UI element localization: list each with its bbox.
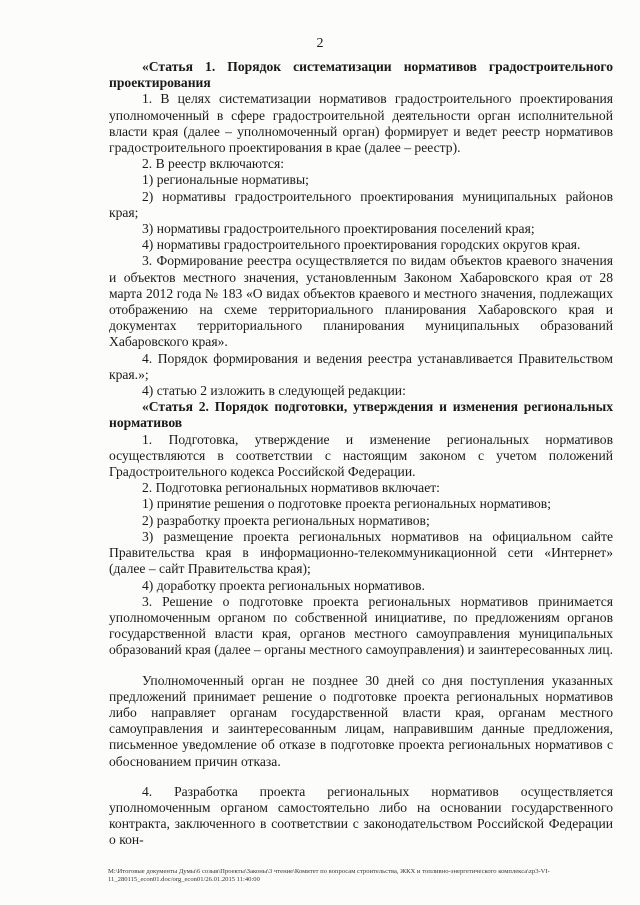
paragraph: 2. Подготовка региональных нормативов включает: bbox=[142, 480, 440, 496]
paragraph: 1) региональные нормативы; bbox=[142, 172, 309, 188]
paragraph: 1. В целях систематизации нормативов градостроительного проектирования уполномоченный в сфере градостроительной деятельности орган исполнительной власти края (далее – уполномоченный орган) формирует и ведет реестр нормативов градостроительного проектирования в крае (далее – реестр). bbox=[109, 91, 613, 156]
file-path-footer: M:\Итоговые документы Думы\6 созыв\Проекты\Законы\3 чтение\Комитет по вопросам строительства, ЖКХ и топливно-энергетического комплекса\zp3-VI-11_280115_econ01.doc/org_econ01/26.01.2015 11:40:00 bbox=[108, 868, 550, 883]
article-heading: «Статья 2. Порядок подготовки, утверждения и изменения региональных нормативов bbox=[109, 399, 613, 431]
paragraph: 4. Разработка проекта региональных нормативов осуществляется уполномоченным органом самостоятельно либо на основании государственного контракта, заключенного в соответствии с законодательством Российской Федерации о кон- bbox=[109, 783, 613, 848]
paragraph: 4) доработку проекта региональных нормативов. bbox=[142, 577, 425, 593]
paragraph: 3) нормативы градостроительного проектирования поселений края; bbox=[142, 221, 535, 237]
paragraph: 2) разработку проекта региональных нормативов; bbox=[142, 512, 430, 528]
document-body bbox=[109, 59, 613, 849]
paragraph: 4) статью 2 изложить в следующей редакции: bbox=[142, 383, 406, 399]
paragraph: 4. Порядок формирования и ведения реестра устанавливается Правительством края.»; bbox=[109, 350, 613, 382]
paragraph: 3) размещение проекта региональных нормативов на официальном сайте Правительства края в информационно-телекоммуникационной сети «Интернет» (далее – сайт Правительства края); bbox=[109, 528, 613, 577]
paragraph-gap bbox=[109, 659, 613, 673]
paragraph: 3. Решение о подготовке проекта региональных нормативов принимается уполномоченным органом по собственной инициативе, по предложениям органов государственной власти края, органов местного самоуправления муниципальных образований края (далее – органы местного самоуправления) и заинтересованных лиц. bbox=[109, 593, 613, 658]
paragraph: 3. Формирование реестра осуществляется по видам объектов краевого значения и объектов местного значения, установленным Законом Хабаровского края от 28 марта 2012 года № 183 «О видах объектов краевого и местного значения, подлежащих отображению на схеме территориального планирования Хабаровского края и документах территориального планирования муниципальных образований Хабаровского края». bbox=[109, 253, 613, 350]
article-heading: «Статья 1. Порядок систематизации нормативов градостроительного проектирования bbox=[109, 59, 613, 91]
paragraph-gap bbox=[109, 770, 613, 784]
page-number: 2 bbox=[316, 36, 324, 51]
paragraph: 1. Подготовка, утверждение и изменение региональных нормативов осуществляются в соответствии с настоящим законом с учетом положений Градостроительного кодекса Российской Федерации. bbox=[109, 431, 613, 480]
paragraph: 1) принятие решения о подготовке проекта региональных нормативов; bbox=[142, 496, 552, 512]
paragraph: 2. В реестр включаются: bbox=[142, 156, 285, 172]
paragraph: 2) нормативы градостроительного проектирования муниципальных районов края; bbox=[109, 188, 613, 220]
paragraph: 4) нормативы градостроительного проектирования городских округов края. bbox=[142, 237, 581, 253]
paragraph: Уполномоченный орган не позднее 30 дней со дня поступления указанных предложений принимает решение о подготовке проекта региональных нормативов либо направляет органам государственной власти края, органам местного самоуправления и заинтересованным лицам, направившим данные предложения, письменное уведомление об отказе в подготовке проекта региональных нормативов с обоснованием причин отказа. bbox=[109, 672, 613, 769]
